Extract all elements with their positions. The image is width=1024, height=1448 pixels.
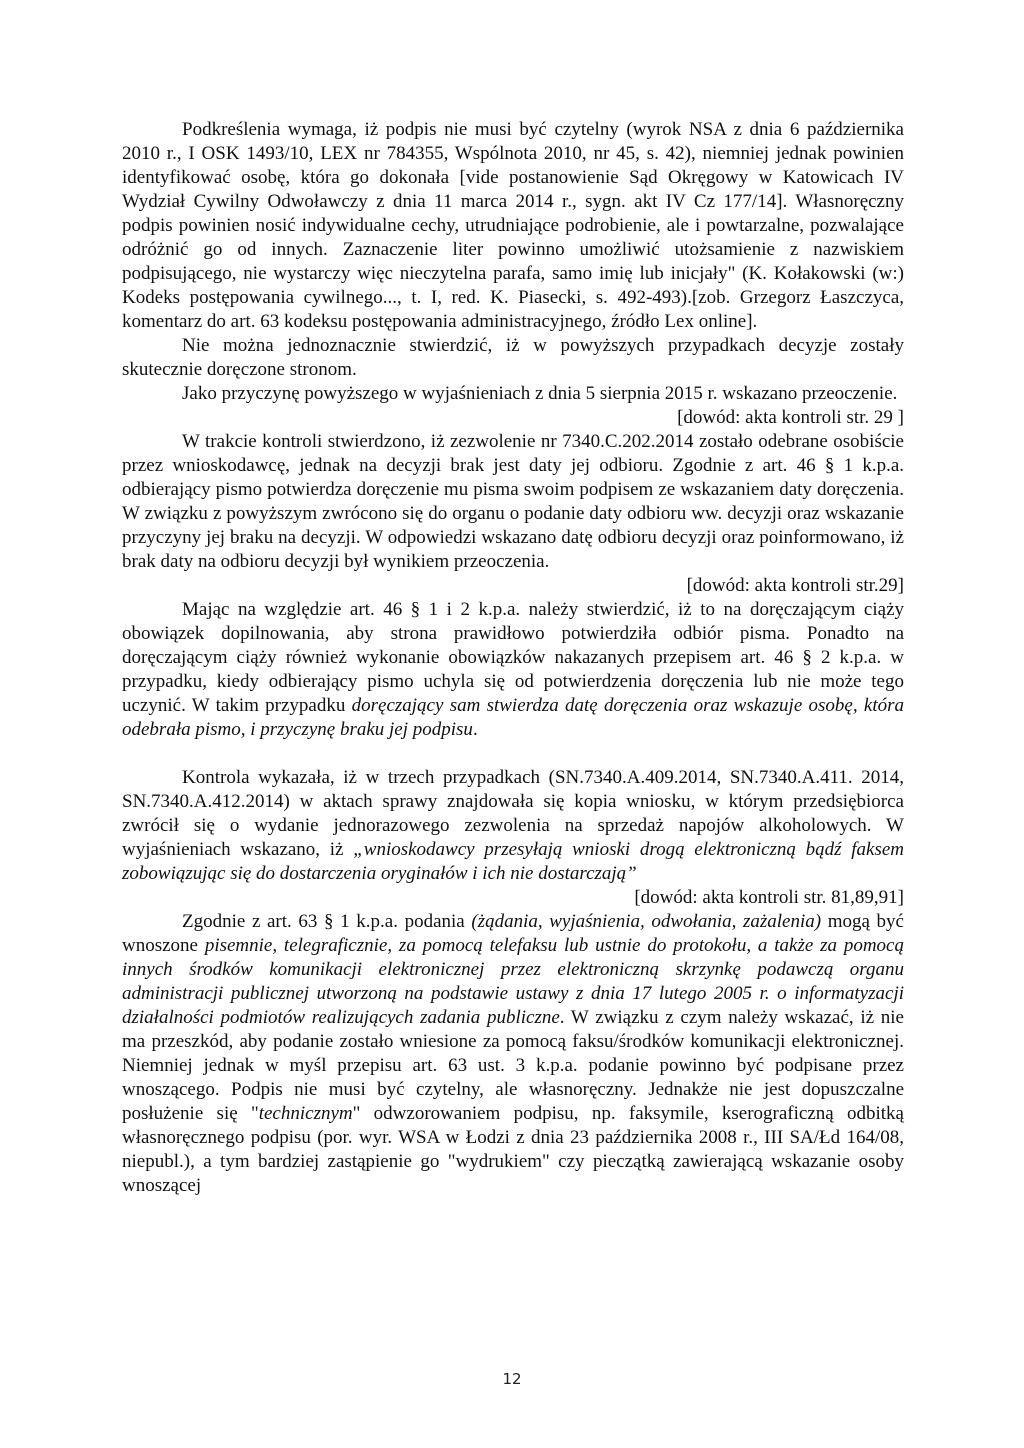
paragraph-article-63-italic-d: pisemnie, telegraficznie, za pomocą telefaksu lub ustnie do protokołu, a także za pomocą innych środków komunikacji elektronicznej przez elektroniczną skrzynkę podawczą organu administracji publicznej utworzoną na podstawie ustawy z dnia 17 lutego 2005 r. o informatyzacji działalności podmiotów realizujących zadania publiczne <box>122 935 904 1028</box>
paragraph-delivery-conclusion: Nie można jednoznacznie stwierdzić, iż w powyższych przypadkach decyzje zostały skutecznie doręczone stronom. <box>122 335 904 380</box>
paragraph-article-63-text-g: " odwzorowaniem podpisu, np. faksymile, kserograficzną odbitką własnoręcznego podpisu (por. wyr. WSA w Łodzi z dnia 23 października 2008 r., III SA/Łd 164/08, niepubl.), a tym bardziej zastąpienie go "wydrukiem" czy pieczątką zawierającą wskazanie osoby wnoszącej <box>122 1103 904 1196</box>
paragraph-article-63-text-c: mogą być wnoszone <box>122 911 904 956</box>
page-number: 12 <box>502 1370 522 1388</box>
evidence-reference-2: [dowód: akta kontroli str.29] <box>686 575 904 596</box>
paragraph-spacer <box>122 742 904 766</box>
evidence-reference-3: [dowód: akta kontroli str. 81,89,91] <box>634 887 904 908</box>
paragraph-delivery-obligation-text: Mając na względzie art. 46 § 1 i 2 k.p.a. należy stwierdzić, iż to na doręczającym ciąży obowiązek dopilnowania, aby strona prawidłowo potwierdziła odbiór pisma. Ponadto na doręczającym ciąży również wykonanie obowiązków nakazanych przepisem art. 46 § 2 k.p.a. w przypadku, kiedy odbierający pismo uchyla się od potwierdzenia doręczenia lub nie może tego uczynić. W takim przypadku <box>122 599 904 716</box>
paragraph-delivery-obligation-end: . <box>472 719 478 740</box>
paragraph-delivery-obligation <box>122 598 904 742</box>
paragraph-delivery-obligation-quote: doręczający sam stwierdza datę doręczenia oraz wskazuje osobę, która odebrała pismo, i przyczynę braku jej podpisu <box>122 695 904 740</box>
paragraph-permit-receipt: W trakcie kontroli stwierdzono, iż zezwolenie nr 7340.C.202.2014 zostało odebrane osobiście przez wnioskodawcę, jednak na decyzji brak jest daty jej odbioru. Zgodnie z art. 46 § 1 k.p.a. odbierający pismo potwierdza doręczenie mu pisma swoim podpisem ze wskazaniem daty doręczenia. W związku z powyższym zwrócono się do organu o podanie daty odbioru ww. decyzji oraz wskazanie przyczyny jej braku na decyzji. W odpowiedzi wskazano datę odbioru decyzji oraz poinformowano, iż brak daty na odbioru decyzji był wynikiem przeoczenia. <box>122 431 904 572</box>
paragraph-article-63-italic-b: (żądania, wyjaśnienia, odwołania, zażalenia) <box>471 911 822 932</box>
document-body <box>122 118 904 1198</box>
paragraph-cause-oversight: Jako przyczynę powyższego w wyjaśnieniach z dnia 5 sierpnia 2015 r. wskazano przeoczenie. <box>182 383 898 404</box>
paragraph-article-63-text-a: Zgodnie z art. 63 § 1 k.p.a. podania <box>182 911 472 932</box>
paragraph-inspection-findings-quote: „wnioskodawcy przesyłają wnioski drogą elektroniczną bądź faksem zobowiązując się do dostarczenia oryginałów i ich nie dostarczają” <box>122 839 905 884</box>
paragraph-signature-legibility: Podkreślenia wymaga, iż podpis nie musi być czytelny (wyrok NSA z dnia 6 października 2010 r., I OSK 1493/10, LEX nr 784355, Wspólnota 2010, nr 45, s. 42), niemniej jednak powinien identyfikować osobę, która go dokonała [vide postanowienie Sąd Okręgowy w Katowicach IV Wydział Cywilny Odwoławczy z dnia 11 marca 2014 r., sygn. akt IV Cz 177/14]. Własnoręczny podpis powinien nosić indywidualne cechy, utrudniające podrobienie, ale i powtarzalne, pozwalające odróżnić go od innych. Zaznaczenie liter powinno umożliwić utożsamienie z nazwiskiem podpisującego, nie wystarczy więc nieczytelna parafa, samo imię lub inicjały" (K. Kołakowski (w:) Kodeks postępowania cywilnego..., t. I, red. K. Piasecki, s. 492-493).[zob. Grzegorz Łaszczyca, komentarz do art. 63 kodeksu postępowania administracyjnego, źródło Lex online]. <box>122 119 904 332</box>
paragraph-article-63 <box>122 910 904 1198</box>
evidence-reference-1: [dowód: akta kontroli str. 29 ] <box>677 407 904 428</box>
paragraph-inspection-findings <box>122 766 904 886</box>
paragraph-inspection-findings-text: Kontrola wykazała, iż w trzech przypadkach (SN.7340.A.409.2014, SN.7340.A.411. 2014, SN.7340.A.412.2014) w aktach sprawy znajdowała się kopia wniosku, w którym przedsiębiorca zwrócił się o wydanie jednorazowego zezwolenia na sprzedaż napojów alkoholowych. W wyjaśnieniach wskazano, iż <box>122 767 904 860</box>
paragraph-article-63-text-e: . W związku z czym należy wskazać, iż nie ma przeszkód, aby podanie zostało wniesione za pomocą faksu/środków komunikacji elektronicznej. Niemniej jednak w myśl przepisu art. 63 ust. 3 k.p.a. podanie powinno być podpisane przez wnoszącego. Podpis nie musi być czytelny, ale własnoręczny. Jednakże nie jest dopuszczalne posłużenie się " <box>122 1007 904 1124</box>
paragraph-article-63-italic-f: technicznym <box>258 1103 353 1124</box>
